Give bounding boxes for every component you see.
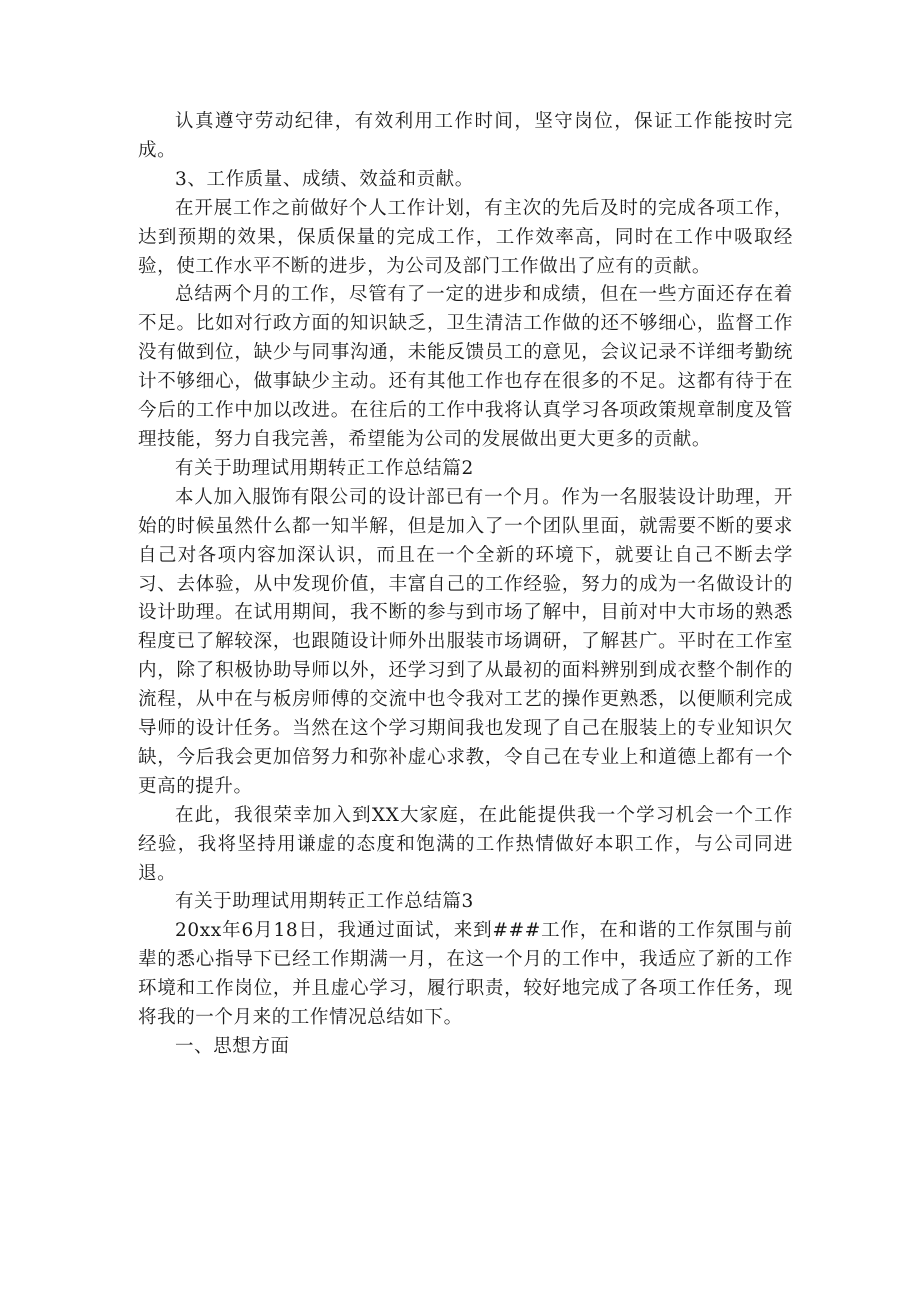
paragraph-interview: 20xx年6月18日，我通过面试，来到###工作，在和谐的工作氛围与前辈的悉心指导下已经工作期满一月，在这一个月的工作中，我适应了新的工作环境和工作岗位，并且虚心学习，履行职责，较好地完成了各项工作任务，现将我的一个月来的工作情况总结如下。	[138, 920, 793, 1029]
section-heading-thought: 一、思想方面	[175, 1036, 290, 1057]
paragraph-gratitude: 在此，我很荣幸加入到XX大家庭，在此能提供我一个学习机会一个工作经验，我将坚持用谦虚的态度和饱满的工作热情做好本职工作，与公司同进退。	[138, 804, 793, 884]
document-page	[138, 108, 793, 1062]
paragraph-work-plan: 在开展工作之前做好个人工作计划，有主次的先后及时的完成各项工作，达到预期的效果，保质保量的完成工作，工作效率高，同时在工作中吸取经验，使工作水平不断的进步，为公司及部门工作做出了应有的贡献。	[138, 197, 793, 277]
paragraph-labor-discipline: 认真遵守劳动纪律，有效利用工作时间，坚守岗位，保证工作能按时完成。	[138, 111, 793, 161]
article-title-part-3: 有关于助理试用期转正工作总结篇3	[175, 891, 474, 913]
paragraph-design-assistant: 本人加入服饰有限公司的设计部已有一个月。作为一名服装设计助理，开始的时候虽然什么都一知半解，但是加入了一个团队里面，就需要不断的要求自己对各项内容加深认识，而且在一个全新的环境下，就要让自己不断去学习、去体验，从中发现价值，丰富自己的工作经验，努力的成为一名做设计的设计助理。在试用期间，我不断的参与到市场了解中，目前对中大市场的熟悉程度已了解较深，也跟随设计师外出服装市场调研，了解甚广。平时在工作室内，除了积极协助导师以外，还学习到了从最初的面料辨别到成衣整个制作的流程，从中在与板房师傅的交流中也令我对工艺的操作更熟悉，以便顺利完成导师的设计任务。当然在这个学习期间我也发现了自己在服装上的专业知识欠缺，今后我会更加倍努力和弥补虚心求教，令自己在专业上和道德上都有一个更高的提升。	[138, 486, 793, 797]
paragraph-shortcomings: 总结两个月的工作，尽管有了一定的进步和成绩，但在一些方面还存在着不足。比如对行政方面的知识缺乏，卫生清洁工作做的还不够细心，监督工作没有做到位，缺少与同事沟通，未能反馈员工的意见，会议记录不详细考勤统计不够细心，做事缺少主动。还有其他工作也存在很多的不足。这都有待于在今后的工作中加以改进。在往后的工作中我将认真学习各项政策规章制度及管理技能，努力自我完善，希望能为公司的发展做出更大更多的贡献。	[138, 284, 793, 450]
section-heading-quality: 3、工作质量、成绩、效益和贡献。	[175, 168, 474, 190]
article-title-part-2: 有关于助理试用期转正工作总结篇2	[175, 457, 474, 479]
